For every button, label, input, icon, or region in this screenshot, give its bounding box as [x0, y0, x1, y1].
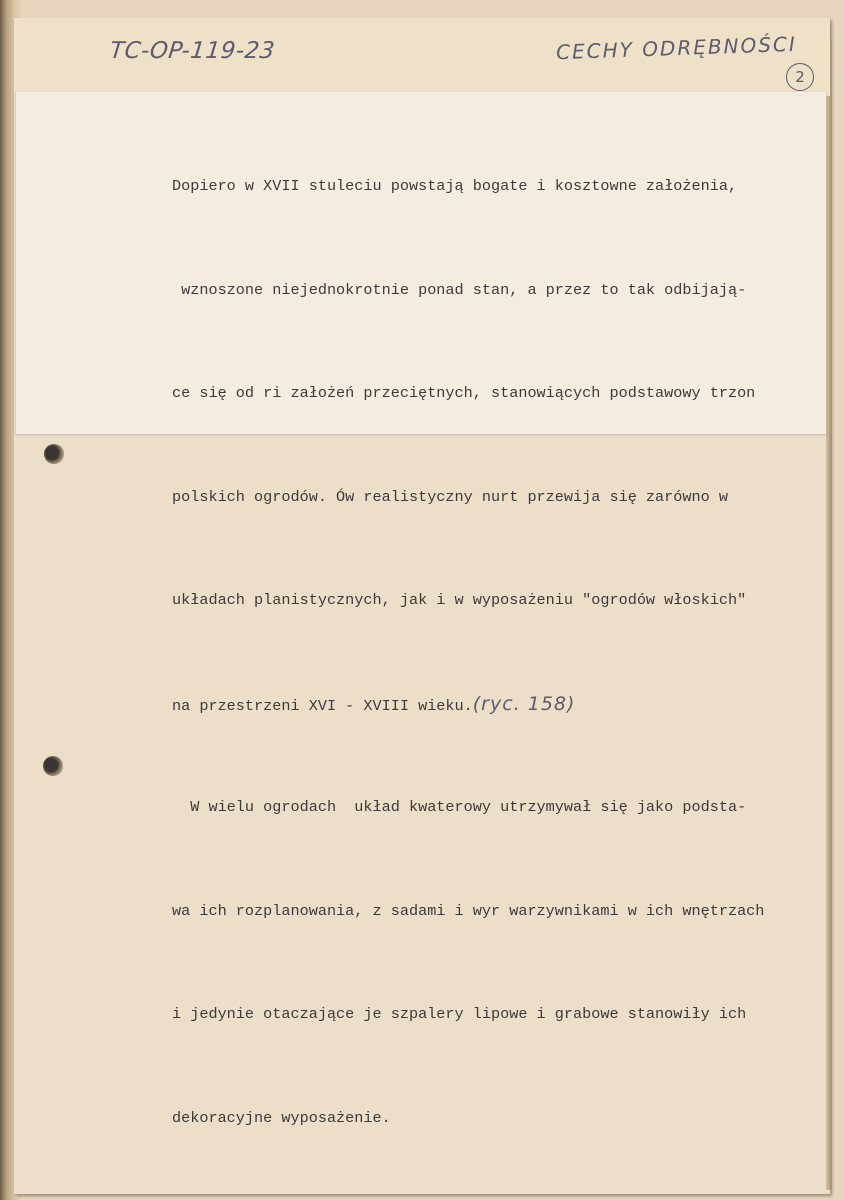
text-line: dekoracyjne wyposażenie. [172, 1108, 391, 1127]
punch-hole [44, 444, 64, 464]
text-line: wznoszone niejednokrotnie ponad stan, a przez to tak odbijają- [172, 280, 747, 299]
page-number: 2 [786, 63, 814, 91]
text-line: W wielu ogrodach układ kwaterowy utrzymywał się jako podsta- [172, 798, 747, 816]
text-line: ce się od ri założeń przeciętnych, stanowiących podstawowy trzon [172, 384, 756, 402]
text-line: i jedynie otaczające je szpalery lipowe i grabowe stanowiły ich [172, 1005, 747, 1023]
text-line-with-note [172, 687, 764, 722]
figure-reference-note: (ryc. 158) [472, 692, 576, 715]
text-line: wa ich rozplanowania, z sadami i wyr warzywnikami w ich wnętrzach [172, 901, 765, 920]
text-line: na przestrzeni XVI - XVIII wieku. [172, 696, 473, 715]
punch-hole [43, 756, 63, 776]
heading-note: CECHY ODRĘBNOŚCI [555, 31, 798, 65]
reference-code: TC-OP-119-23 [108, 38, 277, 64]
paper-edge [826, 40, 832, 1190]
text-line: układach planistycznych, jak i w wyposażeniu "ogrodów włoskich" [172, 591, 747, 609]
text-line: Dopiero w XVII stuleciu powstają bogate i kosztowne założenia, [172, 177, 738, 195]
text-line: polskich ogrodów. Ów realistyczny nurt przewija się zarówno w [172, 487, 728, 506]
typed-text [172, 100, 764, 1170]
